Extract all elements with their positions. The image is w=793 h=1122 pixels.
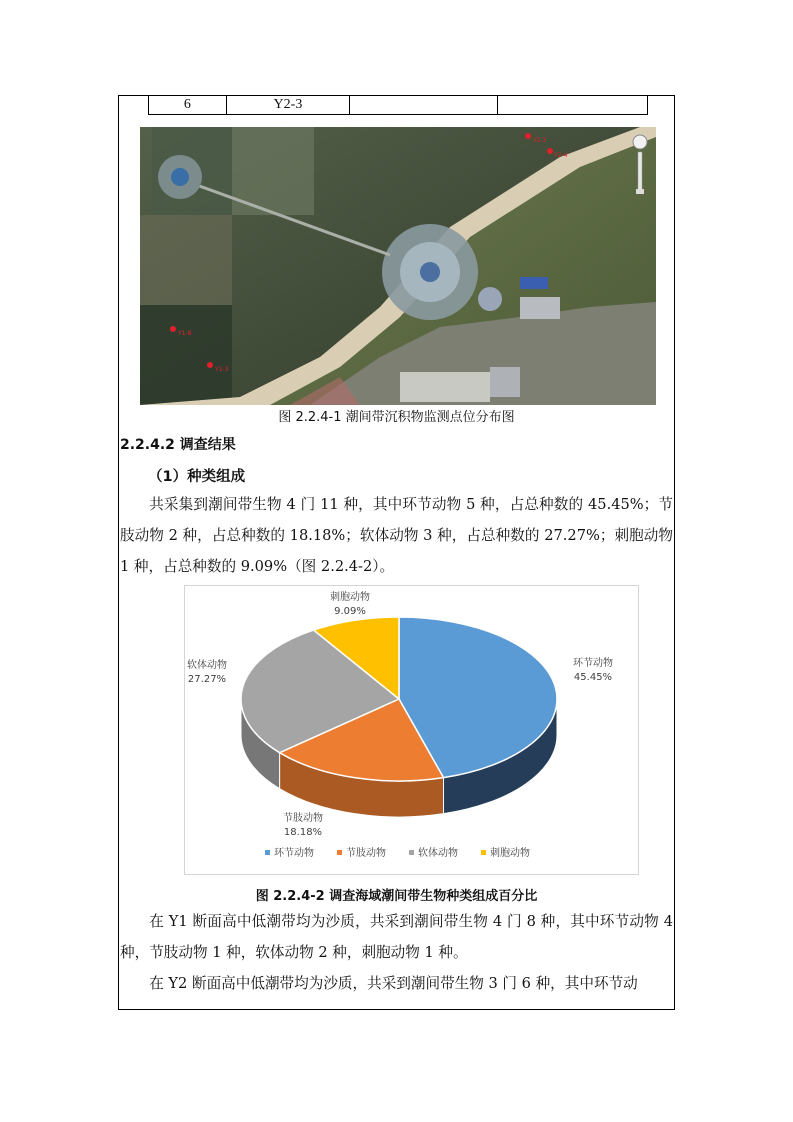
pie-label-value: 45.45% (573, 672, 613, 683)
satellite-map-image (140, 127, 656, 405)
sub-heading: （1）种类组成 (148, 469, 246, 485)
pie-label-name: 软体动物 (187, 660, 227, 671)
paragraph: 在 Y2 断面高中低潮带均为沙质，共采到潮间带生物 3 门 6 种，其中环节动 (149, 975, 638, 992)
pie-label-value: 27.27% (187, 674, 227, 685)
pie-label-name: 节肢动物 (283, 813, 323, 824)
paragraph: 在 Y1 断面高中低潮带均为沙质，共采到潮间带生物 4 门 8 种，其中环节动物 4 种，节肢动物 1 种，软体动物 2 种，刺胞动物 1 种。 (120, 913, 673, 961)
table-cell: Y2-3 (227, 95, 351, 114)
pie-label-name: 刺胞动物 (330, 592, 370, 603)
pie-label-value: 18.18% (283, 827, 323, 838)
marker-label: Y1-8 (178, 330, 192, 337)
pie-chart (184, 585, 639, 875)
pie-label-value: 9.09% (334, 606, 366, 617)
table-row (148, 95, 648, 115)
marker-label: Y2-4 (554, 152, 568, 159)
legend-swatch (409, 850, 414, 855)
legend-entry: 刺胞动物 (490, 848, 530, 859)
satellite-map (140, 127, 656, 405)
marker-label: Y1-3 (215, 366, 229, 373)
pie-label-name: 环节动物 (573, 658, 613, 669)
section-heading: 2.2.4.2 调查结果 (120, 437, 236, 453)
pie-chart-svg (185, 586, 640, 876)
marker-label: Y2-3 (533, 137, 547, 144)
legend-entry: 节肢动物 (346, 848, 386, 859)
figure-caption: 图 2.2.4-1 潮间带沉积物监测点位分布图 (278, 410, 515, 425)
table-cell: 6 (149, 95, 227, 114)
paragraph: 共采集到潮间带生物 4 门 11 种，其中环节动物 5 种，占总种数的 45.45%；节肢动物 2 种，占总种数的 18.18%；软体动物 3 种，占总种数的 27.27%；刺胞动物 1 种，占总种数的 9.09%（图 2.2.4-2）。 (120, 496, 673, 575)
legend-entry: 环节动物 (274, 848, 314, 859)
table-cell (350, 95, 497, 114)
legend-entry: 软体动物 (418, 848, 458, 859)
legend-swatch (337, 850, 342, 855)
figure-caption: 图 2.2.4-2 调查海域潮间带生物种类组成百分比 (255, 889, 538, 904)
legend-swatch (265, 850, 270, 855)
table-cell (498, 95, 647, 114)
legend-swatch (481, 850, 486, 855)
